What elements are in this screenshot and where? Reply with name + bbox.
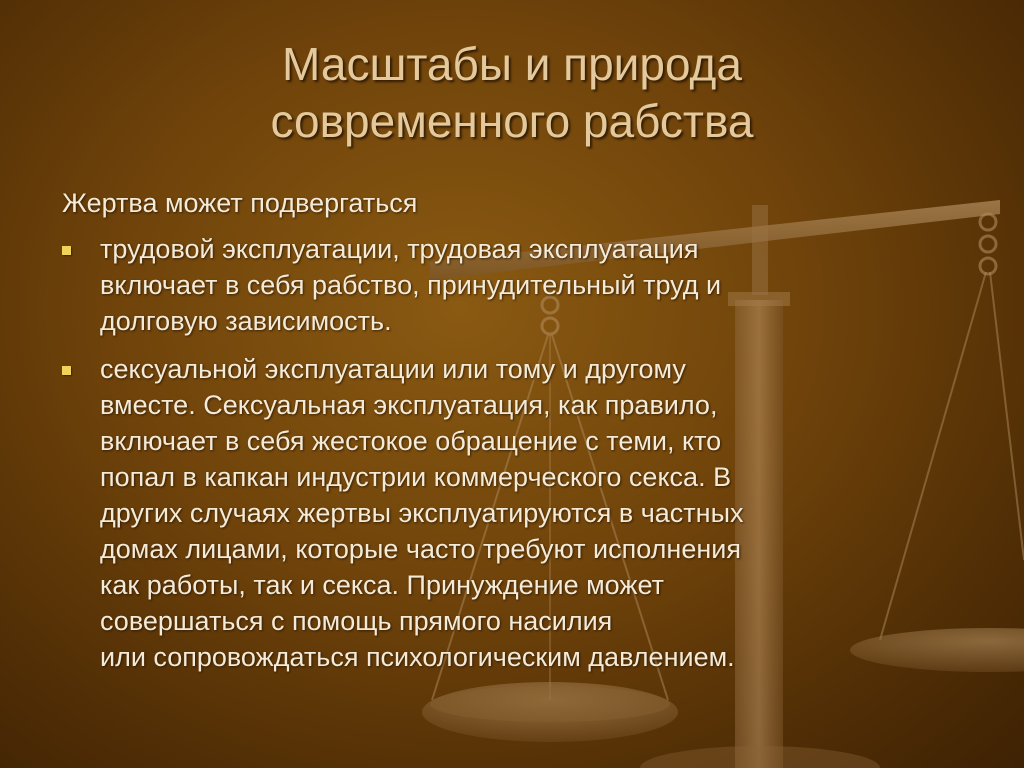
bullet-line: включает в себя жестокое обращение с теми, кто bbox=[100, 426, 722, 456]
bullet-line: совершаться с помощь прямого насилия bbox=[100, 606, 613, 636]
bullet-text bbox=[100, 351, 962, 675]
bullet-item-labor-exploitation bbox=[62, 231, 962, 339]
bullet-line: долговую зависимость. bbox=[100, 306, 392, 336]
square-bullet-icon bbox=[62, 246, 71, 255]
bullet-line: трудовой эксплуатации, трудовая эксплуатация bbox=[100, 234, 699, 264]
bullet-line: включает в себя рабство, принудительный труд и bbox=[100, 270, 722, 300]
bullet-list bbox=[62, 231, 962, 687]
bullet-line: домах лицами, которые часто требуют исполнения bbox=[100, 534, 741, 564]
bullet-line: вместе. Сексуальная эксплуатация, как правило, bbox=[100, 390, 718, 420]
bullet-line: или сопровождаться психологическим давлением. bbox=[100, 642, 735, 672]
square-bullet-icon bbox=[62, 366, 71, 375]
slide-title-line-2: современного рабства bbox=[270, 95, 754, 147]
bullet-line: попал в капкан индустрии коммерческого секса. В bbox=[100, 462, 732, 492]
intro-text: Жертва может подвергаться bbox=[62, 188, 418, 218]
slide-title-line-1: Масштабы и природа bbox=[282, 38, 742, 90]
slide-title bbox=[0, 36, 1024, 150]
bullet-text bbox=[100, 231, 962, 339]
bullet-line: как работы, так и секса. Принуждение может bbox=[100, 570, 664, 600]
bullet-item-sexual-exploitation bbox=[62, 351, 962, 675]
bullet-line: сексуальной эксплуатации или тому и другому bbox=[100, 354, 686, 384]
bullet-line: других случаях жертвы эксплуатируются в частных bbox=[100, 498, 744, 528]
